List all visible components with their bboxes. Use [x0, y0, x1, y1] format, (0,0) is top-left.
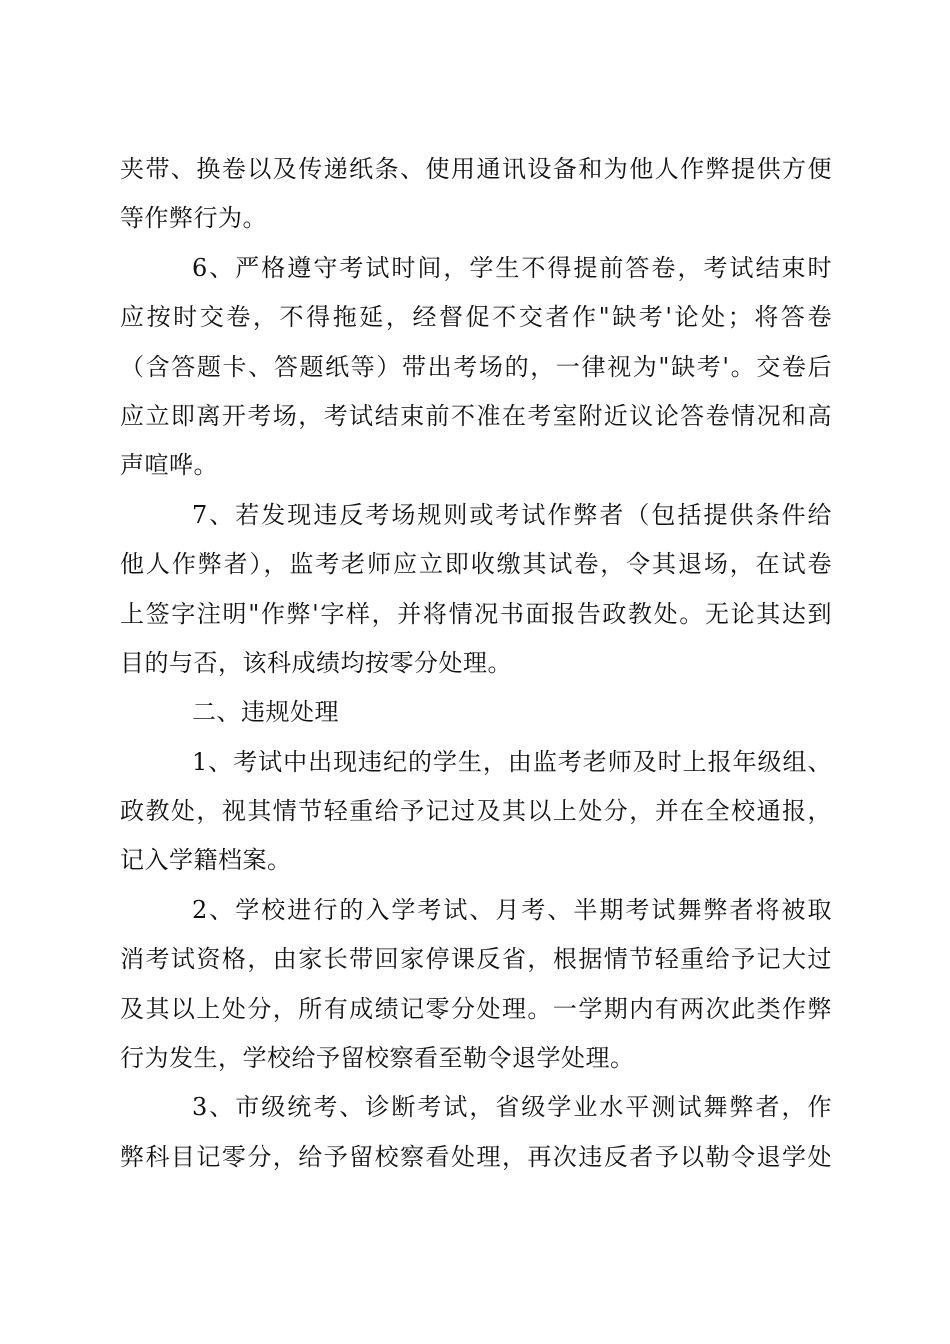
text-line: 及其以上处分，所有成绩记零分处理。一学期内有两次此类作弊 — [120, 994, 832, 1023]
text-line: 1、考试中出现违纪的学生，由监考老师及时上报年级组、 — [192, 747, 832, 776]
text-line: 声喧哗。 — [120, 451, 218, 480]
section-heading: 二、违规处理 — [192, 698, 339, 727]
text-line: 上签字注明"作弊'字样，并将情况书面报告政教处。无论其达到 — [120, 599, 832, 628]
text-line: 弊科目记零分，给予留校察看处理，再次违反者予以勒令退学处 — [120, 1142, 832, 1171]
document-body — [120, 145, 832, 1182]
text-line: 3、市级统考、诊断考试，省级学业水平测试舞弊者，作 — [192, 1093, 832, 1122]
text-line: 他人作弊者），监考老师应立即收缴其试卷，令其退场，在试卷 — [120, 550, 832, 579]
text-line: 2、学校进行的入学考试、月考、半期考试舞弊者将被取 — [192, 895, 832, 924]
text-line: 等作弊行为。 — [120, 204, 267, 233]
text-line: 政教处，视其情节轻重给予记过及其以上处分，并在全校通报， — [120, 797, 832, 826]
text-line: 应立即离开考场，考试结束前不准在考室附近议论答卷情况和高 — [120, 401, 832, 430]
text-line: 6、严格遵守考试时间，学生不得提前答卷，考试结束时 — [192, 253, 832, 282]
text-line: 目的与否，该科成绩均按零分处理。 — [120, 648, 512, 677]
text-line: 记入学籍档案。 — [120, 846, 292, 875]
text-line: 行为发生，学校给予留校察看至勒令退学处理。 — [120, 1044, 635, 1073]
text-line: 夹带、换卷以及传递纸条、使用通讯设备和为他人作弊提供方便 — [120, 155, 832, 183]
text-line: 应按时交卷，不得拖延，经督促不交者作"缺考'论处；将答卷 — [120, 303, 832, 332]
text-line: （含答题卡、答题纸等）带出考场的，一律视为"缺考'。交卷后 — [120, 352, 832, 381]
text-line: 消考试资格，由家长带回家停课反省，根据情节轻重给予记大过 — [120, 945, 832, 974]
text-line: 7、若发现违反考场规则或考试作弊者（包括提供条件给 — [192, 500, 832, 529]
